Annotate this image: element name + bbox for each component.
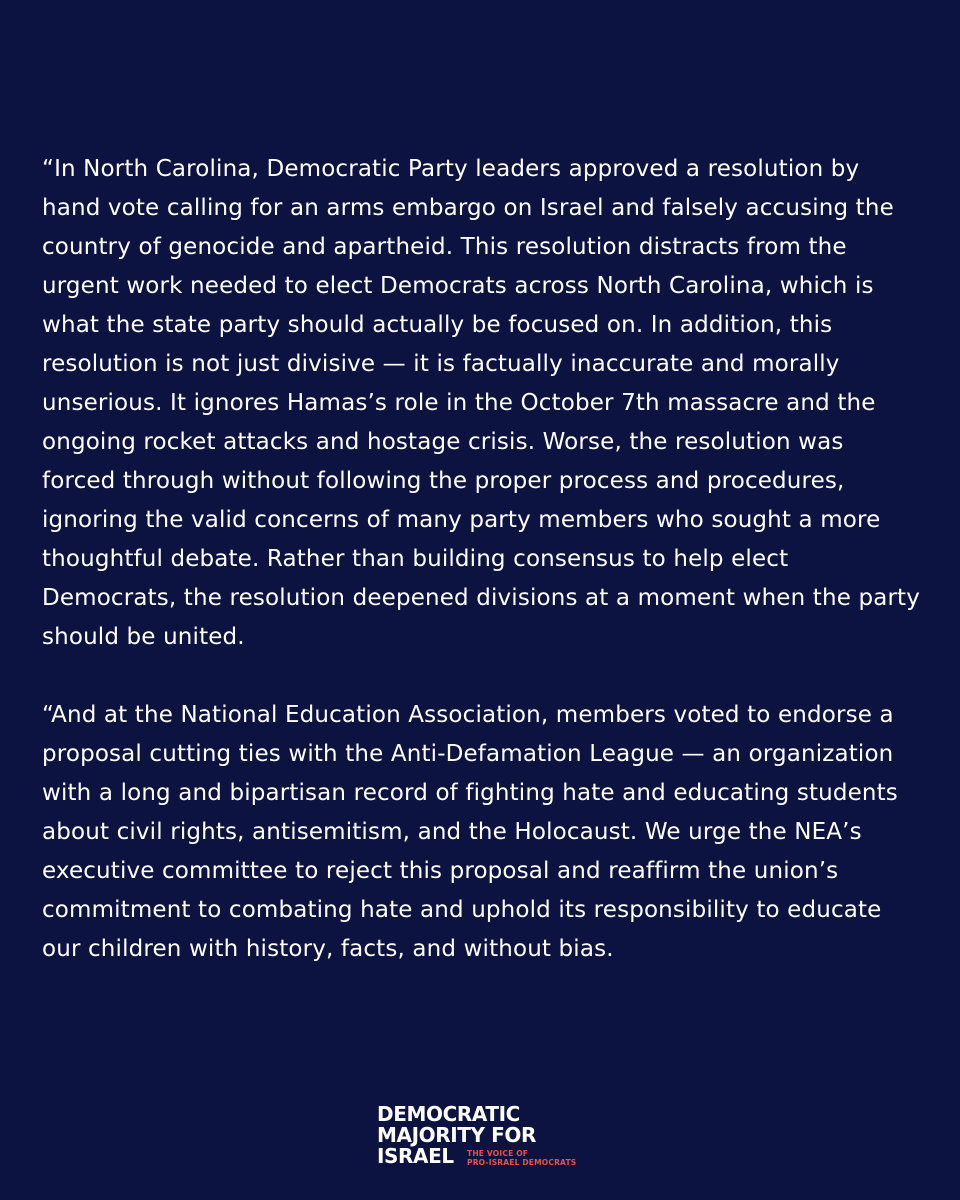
logo-line-israel: ISRAEL <box>377 1144 454 1168</box>
statement-text <box>42 150 922 969</box>
statement-paragraph-north-carolina: “In North Carolina, Democratic Party leaders approved a resolution by hand vote calling for an arms embargo on Israel and falsely accusing the country of genocide and apartheid. This resolution distracts from the urgent work needed to elect Democrats across North Carolina, which is what the state party should actually be focused on. In addition, this resolution is not just divisive — it is factually inaccurate and morally unserious. It ignores Hamas’s role in the October 7th massacre and the ongoing rocket attacks and hostage crisis. Worse, the resolution was forced through without following the proper process and procedures, ignoring the valid concerns of many party members who sought a more thoughtful debate. Rather than building consensus to help elect Democrats, the resolution deepened divisions at a moment when the party should be united. <box>42 156 920 650</box>
logo-tagline-line-1: THE VOICE OF <box>467 1149 529 1158</box>
logo-tagline <box>467 1149 576 1167</box>
logo-tagline-line-2: PRO-ISRAEL DEMOCRATS <box>467 1158 577 1167</box>
logo-line-democratic: DEMOCRATIC <box>377 1102 520 1126</box>
statement-paragraph-nea: “And at the National Education Association, members voted to endorse a proposal cutting ties with the Anti-Defamation League — an organization with a long and bipartisan record of fighting hate and educating students about civil rights, antisemitism, and the Holocaust. We urge the NEA’s executive committee to reject this proposal and reaffirm the union’s commitment to combating hate and uphold its responsibility to educate our children with history, facts, and without bias. <box>42 702 898 962</box>
dmfi-logo <box>377 1103 597 1173</box>
logo-line-majority-for: MAJORITY FOR <box>377 1123 537 1147</box>
